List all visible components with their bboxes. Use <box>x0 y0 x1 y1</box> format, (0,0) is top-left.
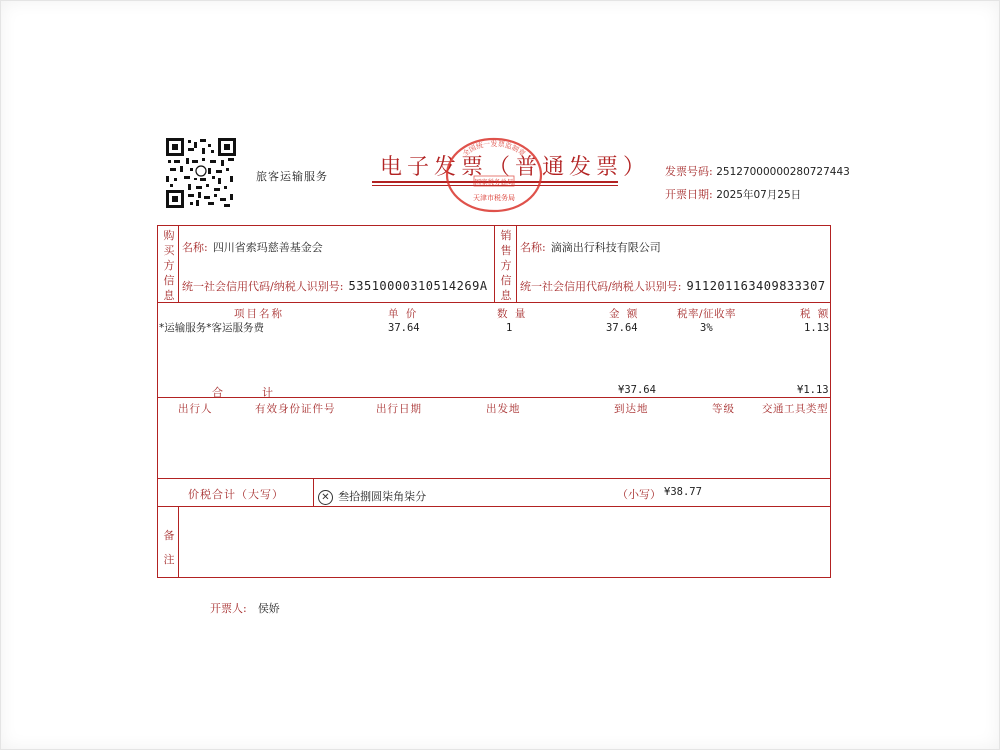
total-label-ji: 计 <box>262 386 273 399</box>
item-quantity: 1 <box>506 322 513 334</box>
travel-header-origin: 出发地 <box>486 403 521 415</box>
invoice-date-label: 开票日期: <box>665 188 713 201</box>
buyer-label-divider <box>178 225 179 302</box>
total-lower-label: （小写） <box>617 488 661 501</box>
invoice-date: 2025年07月25日 <box>716 189 802 201</box>
travel-header-destination: 到达地 <box>614 403 649 415</box>
party-split <box>494 225 495 302</box>
item-name: *运输服务*客运服务费 <box>159 322 264 334</box>
buyer-name: 四川省索玛慈善基金会 <box>212 241 323 254</box>
seller-code-row <box>520 275 826 294</box>
item-tax-rate: 3% <box>700 322 713 334</box>
total-amount: ¥37.64 <box>618 384 656 396</box>
header-amount: 金 额 <box>609 308 640 320</box>
remarks-label: 备 注 <box>163 529 175 566</box>
header-quantity: 数 量 <box>497 308 528 320</box>
buyer-code: 53510000310514269A <box>348 279 488 293</box>
service-category: 旅客运输服务 <box>256 170 328 183</box>
divider-total <box>157 506 831 507</box>
header-unit-price: 单 价 <box>388 308 419 320</box>
item-unit-price: 37.64 <box>388 322 420 334</box>
total-split <box>313 478 314 506</box>
total-with-tax-label: 价税合计（大写） <box>188 488 284 501</box>
invoice-number-label: 发票号码: <box>665 165 713 178</box>
buyer-code-row <box>182 275 488 294</box>
official-seal <box>444 136 544 214</box>
travel-header-class: 等级 <box>712 403 735 415</box>
seller-section-label: 销 售 方 信 息 <box>500 229 512 302</box>
issuer-row <box>210 597 280 616</box>
seller-code-label: 统一社会信用代码/纳税人识别号: <box>520 280 682 293</box>
seller-name-label: 名称: <box>520 241 546 254</box>
item-tax: 1.13 <box>804 322 830 334</box>
total-tax: ¥1.13 <box>797 384 829 396</box>
divider-travel <box>157 478 831 479</box>
svg-text:全国统一发票监制章 <box>461 139 528 158</box>
buyer-name-row <box>182 236 323 255</box>
invoice-number-row <box>665 163 850 179</box>
travel-header-date: 出行日期 <box>376 403 422 415</box>
travel-header-id: 有效身份证件号 <box>255 403 336 415</box>
seller-name: 滴滴出行科技有限公司 <box>550 241 661 254</box>
buyer-section-label: 购 买 方 信 息 <box>163 229 175 302</box>
total-upper-row <box>318 485 426 505</box>
seller-label-divider <box>516 225 517 302</box>
invoice-date-row <box>665 186 801 202</box>
invoice-title: 电子发票（普通发票） <box>380 155 651 180</box>
invoice-number: 25127000000280727443 <box>716 166 850 178</box>
qr-code-icon <box>166 138 236 208</box>
remarks-label-divider <box>178 506 179 578</box>
seller-name-row <box>520 236 661 255</box>
seal-text-bottom: 天津市税务局 <box>473 194 515 202</box>
seal-text-top: 全国统一发票监制章 <box>461 140 527 159</box>
header-tax-rate: 税率/征收率 <box>677 308 737 320</box>
seller-code: 911201163409833307 <box>686 279 826 293</box>
travel-header-vehicle: 交通工具类型 <box>762 403 828 415</box>
divider-parties <box>157 302 831 303</box>
buyer-code-label: 统一社会信用代码/纳税人识别号: <box>182 280 344 293</box>
seal-text-middle: 国家税务总局 <box>474 178 514 186</box>
issuer-name: 侯娇 <box>257 602 280 615</box>
total-label-he: 合 <box>212 386 223 399</box>
header-item-name: 项目名称 <box>234 308 284 320</box>
header-tax: 税 额 <box>800 308 831 320</box>
circle-x-icon: ✕ <box>318 490 333 505</box>
total-lower-value: ¥38.77 <box>664 486 702 498</box>
divider-items <box>157 397 831 398</box>
buyer-name-label: 名称: <box>182 241 208 254</box>
travel-header-traveler: 出行人 <box>178 403 213 415</box>
issuer-label: 开票人: <box>210 602 247 615</box>
total-upper-value: 叁拾捌圆柒角柒分 <box>338 490 427 503</box>
item-amount: 37.64 <box>606 322 638 334</box>
